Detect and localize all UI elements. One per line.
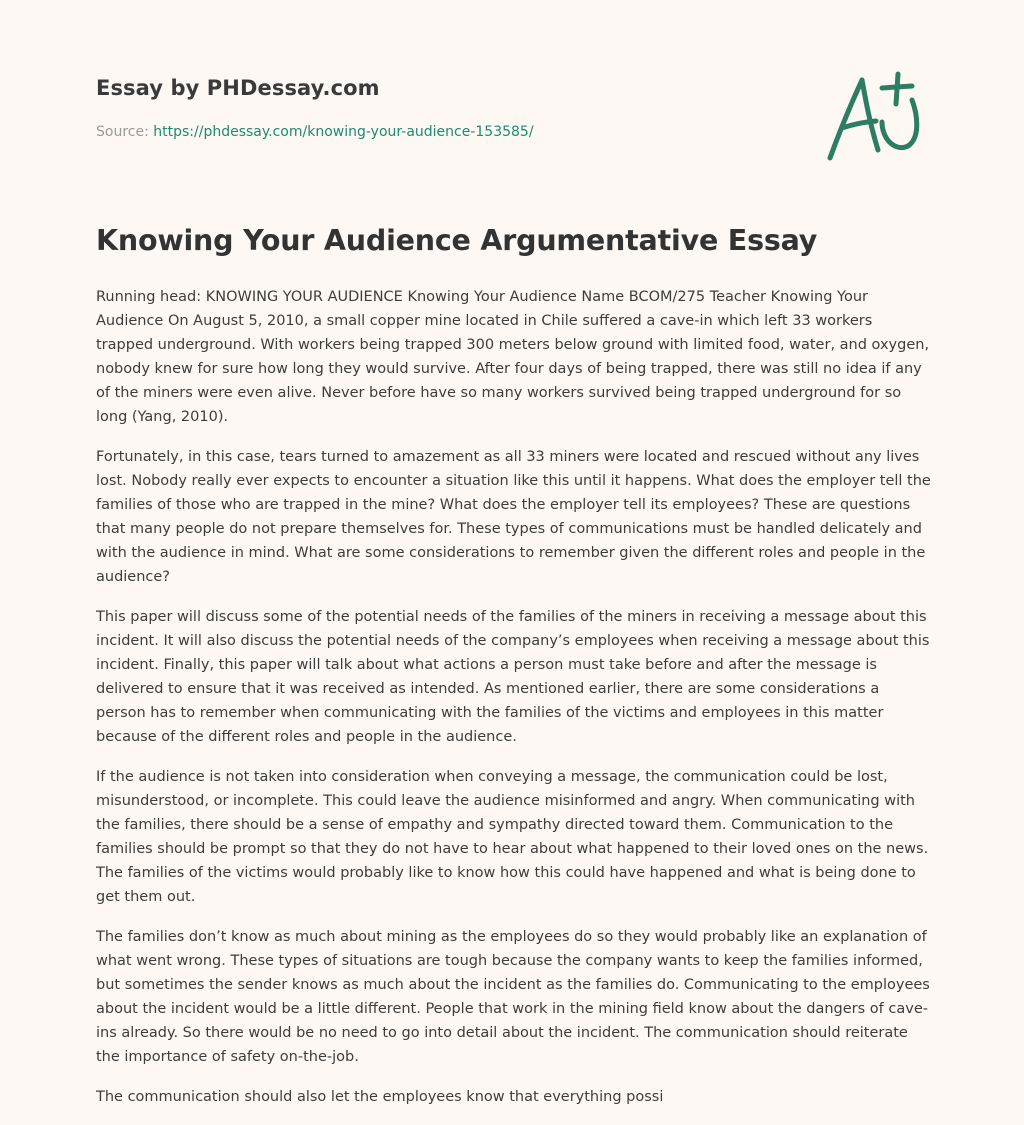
essay-body xyxy=(96,285,932,1125)
source-label: Source: xyxy=(96,124,149,140)
essay-paragraph: Fortunately, in this case, tears turned to amazement as all 33 miners were located and rescued without any lives lost. Nobody really ever expects to encounter a situation like this until it happens. What does the employer tell the families of those who are trapped in the mine? What does the employer tell its employees? These are questions that many people do not prepare themselves for. These types of communications must be handled delicately and with the audience in mind. What are some considerations to remember given the different roles and people in the audience? xyxy=(96,449,931,585)
source-line xyxy=(96,124,534,140)
essay-paragraph: If the audience is not taken into consideration when conveying a message, the communication could be lost, misunderstood, or incomplete. This could leave the audience misinformed and angry. When communicating with the families, there should be a sense of empathy and sympathy directed toward them. Communication to the families should be prompt so that they do not have to hear about what happened to their loved ones on the news. The families of the victims would probably like to know how this could have happened and what is being done to get them out. xyxy=(96,769,929,905)
essay-paragraph: Running head: KNOWING YOUR AUDIENCE Knowing Your Audience Name BCOM/275 Teacher Knowing Your Audience On August 5, 2010, a small copper mine located in Chile suffered a cave-in which left 33 workers trapped underground. With workers being trapped 300 meters below ground with limited food, water, and oxygen, nobody knew for sure how long they would survive. After four days of being trapped, there was still no idea if any of the miners were even alive. Never before have so many workers survived being trapped underground for so long (Yang, 2010). xyxy=(96,289,930,425)
site-title: Essay by PHDessay.com xyxy=(96,76,380,100)
essay-paragraph: The families don’t know as much about mining as the employees do so they would probably like an explanation of what went wrong. These types of situations are tough because the company wants to keep the families informed, but sometimes the sender knows as much about the incident as the families do. Communicating to the employees about the incident would be a little different. People that work in the mining field know about the dangers of cave-ins already. So there would be no need to go into detail about the incident. The communication should reiterate the importance of safety on-the-job. xyxy=(96,929,930,1065)
source-link[interactable]: https://phdessay.com/knowing-your-audience-153585/ xyxy=(153,124,534,140)
essay-paragraph: The communication should also let the employees know that everything possi xyxy=(96,1089,664,1105)
essay-title: Knowing Your Audience Argumentative Essay xyxy=(96,224,818,257)
essay-paragraph: This paper will discuss some of the potential needs of the families of the miners in receiving a message about this incident. It will also discuss the potential needs of the company’s employees when receiving a message about this incident. Finally, this paper will talk about what actions a person must take before and after the message is delivered to ensure that it was received as intended. As mentioned earlier, there are some considerations a person has to remember when communicating with the families of the victims and employees in this matter because of the different roles and people in the audience. xyxy=(96,609,930,745)
a-plus-grade-icon xyxy=(820,66,930,166)
